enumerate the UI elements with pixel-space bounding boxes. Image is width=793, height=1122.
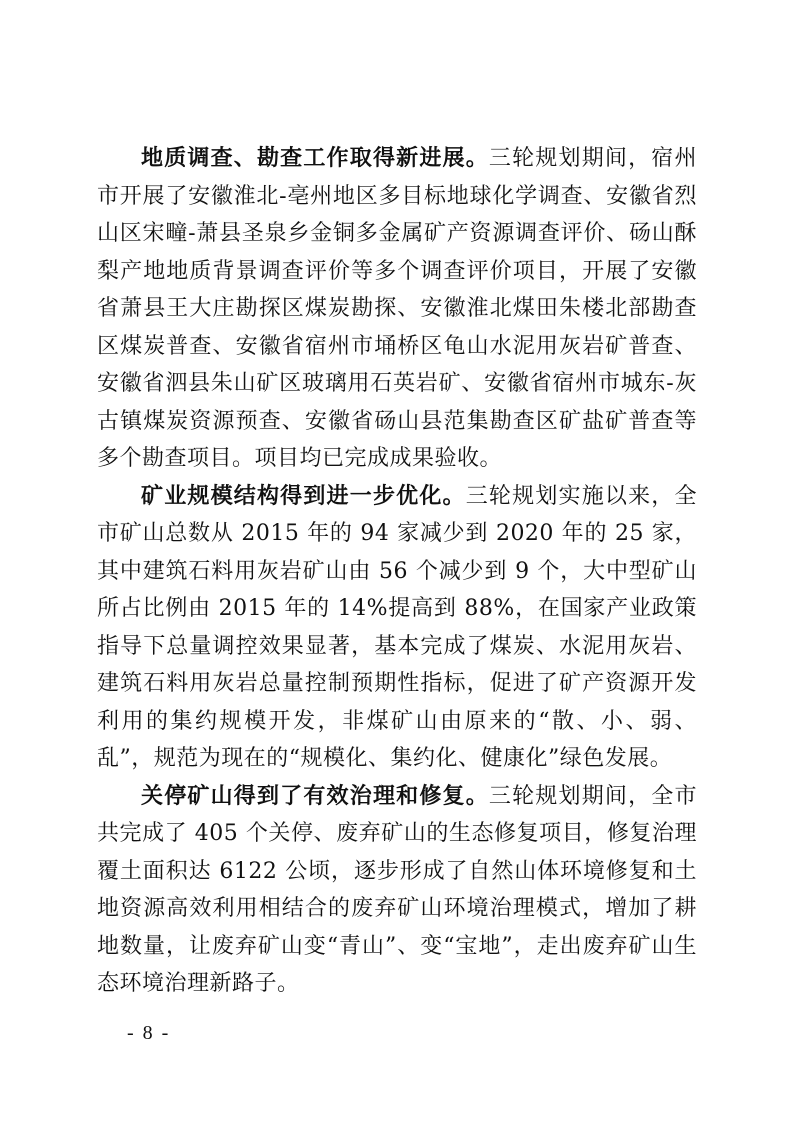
paragraph-heading: 地质调查、勘查工作取得新进展。 [141, 145, 489, 171]
paragraph-mining-structure [97, 478, 697, 778]
paragraph-heading: 矿业规模结构得到进一步优化。 [141, 482, 466, 509]
paragraph-mine-restoration [97, 778, 697, 1003]
page-number: - 8 - [127, 1022, 171, 1044]
paragraph-text: 三轮规划期间，宿州市开展了安徽淮北-亳州地区多目标地球化学调查、安徽省烈山区宋疃-萧县圣泉乡金铜多金属矿产资源调查评价、砀山酥梨产地地质背景调查评价等多个调查评价项目，开展了安徽省萧县王大庄勘探区煤炭勘探、安徽淮北煤田朱楼北部勘查区煤炭普查、安徽省宿州市埇桥区龟山水泥用灰岩矿普查、安徽省泗县朱山矿区玻璃用石英岩矿、安徽省宿州市城东-灰古镇煤炭资源预查、安徽省砀山县范集勘查区矿盐矿普查等多个勘查项目。项目均已完成成果验收。 [97, 146, 697, 471]
document-body [97, 140, 697, 1003]
paragraph-heading: 关停矿山得到了有效治理和修复。 [141, 782, 489, 809]
paragraph-text: 三轮规划实施以来，全市矿山总数从 2015 年的 94 家减少到 2020 年的 25 家，其中建筑石料用灰岩矿山由 56 个减少到 9 个，大中型矿山所占比例由 2015 年的 14%提高到 88%，在国家产业政策指导下总量调控效果显著，基本完成了煤炭、水泥用灰岩、建筑石料用灰岩总量控制预期性指标，促进了矿产资源开发利用的集约规模开发，非煤矿山由原来的“散、小、弱、乱”，规范为现在的“规模化、集约化、健康化”绿色发展。 [97, 483, 697, 771]
paragraph-geological-survey [97, 140, 697, 478]
paragraph-text: 三轮规划期间，全市共完成了 405 个关停、废弃矿山的生态修复项目，修复治理覆土面积达 6122 公顷，逐步形成了自然山体环境修复和土地资源高效利用相结合的废弃矿山环境治理模式，增加了耕地数量，让废弃矿山变“青山”、变“宝地”，走出废弃矿山生态环境治理新路子。 [97, 783, 697, 996]
